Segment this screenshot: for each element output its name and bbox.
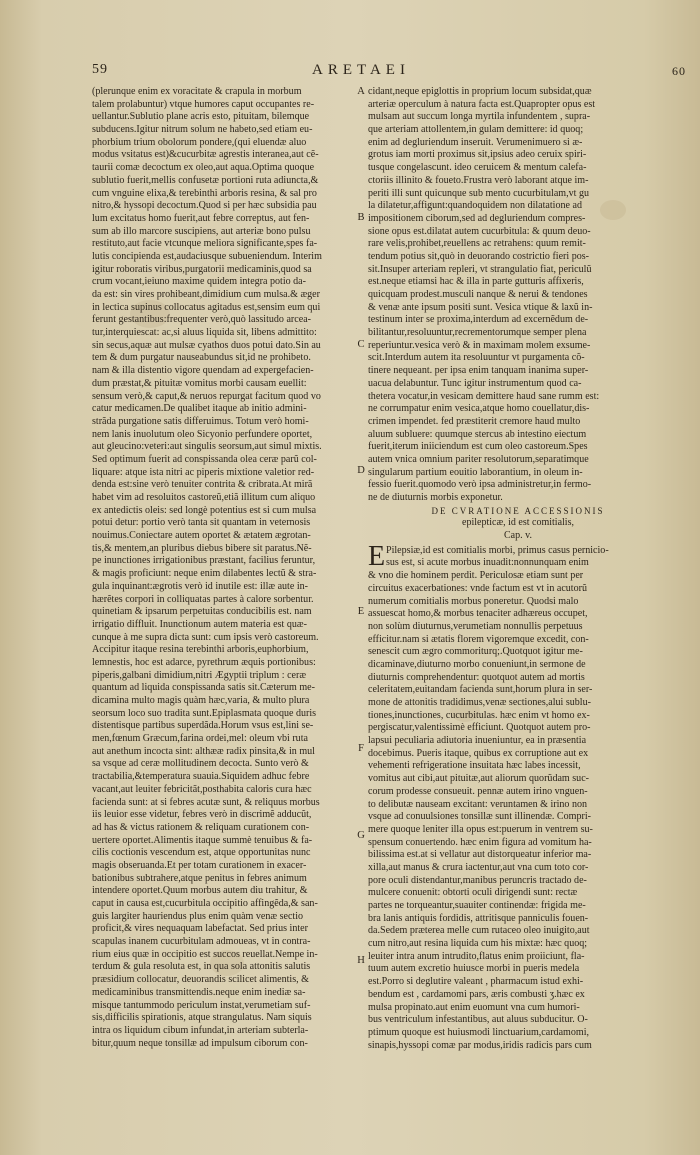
margin-letter: G (357, 830, 365, 841)
right-column (368, 86, 668, 1052)
text-line: proficit,& vires nequaquam labefactat. Sed prius inter (92, 923, 308, 935)
text-line: to delibutæ nauseam excitant: veruntamen & irino non (368, 798, 588, 810)
text-line: thetera vocatur,in vesicam demittere haud sane rumm est: (368, 390, 600, 402)
text-line: tusque congelascunt. ideo ceruicem & mentum calefa- (368, 162, 587, 174)
text-line: nitro,& hyssopi decoctum.Quod si per hæc subsidia pau (92, 200, 317, 212)
text-line: sensum verò,& caput,& neruos repurgat facitum quod vo (92, 390, 321, 402)
text-line: uacua delabuntur. Tunc igitur instrumentum quod ca- (368, 377, 582, 389)
text-line: præsidium collocatur, deuorandis scilicet alimentis, & (92, 974, 309, 986)
margin-letter: C (357, 339, 365, 350)
text-line: singularum partium eouitio laborantium, in oleum in- (368, 466, 583, 478)
text-line: que arteriam attollentem,in gulam demittere: id quoq; (368, 124, 584, 136)
text-line: aut anethum incocta sint: althææ radix pinsita,& in mul (92, 745, 315, 757)
left-column (92, 86, 356, 1050)
text-line: mulsam aut succum longa myrtila infundentem , supra- (368, 111, 591, 123)
text-line: pe inunctiones irrigationibus præstant, facilius feruntur, (92, 555, 316, 567)
text-line: cum vnguine elixa,& terebinthi arboris resina, & sal pro (92, 187, 317, 199)
text-line: caput in causa est,cucurbitula occipitio affingẽda,& san- (92, 898, 318, 909)
text-line: nouimus.Coniectare autem oportet & ætatem ægrotan- (92, 530, 311, 542)
text-line: mulsa propinato.aut enim euomunt vna cum humori- (368, 1001, 580, 1013)
text-line: & vno die hominem perdit. Periculosæ etiam sunt per (368, 570, 584, 582)
text-line: restituto,aut facie vtcunque meliora significante,spes fa- (92, 238, 318, 250)
text-line: reperiuntur.vesica verò & in maximam molem exsume- (368, 339, 591, 351)
text-line: Sed optimum fuerit ad conspissanda olea ceræ parũ col- (92, 453, 317, 465)
text-line: gula inquinant:ægrotis verò id inutile est: illæ aute in- (92, 580, 308, 592)
text-line: bus ventriculum infestantibus, aut aluus subducitur. O- (368, 1014, 588, 1026)
text-line: aut gleucino:veteri:aut singulis seorsum,aut simul mixtis. (92, 441, 322, 453)
text-line: quantum ad liquida conspissanda satis sit.Cæterum me- (92, 682, 315, 694)
text-line: est.Porro si deglutire valeant , pharmacum istud exhi- (368, 976, 584, 988)
text-line: rium eius quæ in occipitio est succos reuellat.Nempe in- (92, 948, 318, 960)
text-line: denda est:sine verò tenuiter contrita & cribrata.At mirã (92, 479, 313, 491)
text-line: intra os liquidum cibum infundat,in arteriam subterla- (92, 1024, 309, 1036)
margin-letter: D (357, 465, 365, 476)
right-column-top-text (368, 86, 668, 505)
text-line: sum ab illo marcore suscipiens, aut arteriæ bono pulsu (92, 225, 311, 237)
chapter-heading-line1: DE CVRATIONE ACCESSIONIS (431, 505, 605, 516)
text-line: numerum comitialis morbus poneretur. Quodsi malo (368, 595, 579, 607)
drop-cap: E (368, 540, 386, 572)
text-line: senescit cum ægro commoriturq;.Quotquot igitur me- (368, 646, 583, 658)
text-line: bilissima est.at si vellatur aut distorqueatur inferior ma- (368, 849, 592, 861)
text-line: sus est, si acute morbus inuadit:nonnunquam enim (386, 557, 589, 569)
text-line: hærẽtes corpori in colliquatas partes à calore sorbentur. (92, 593, 314, 605)
text-line: quinetiam & ipsarum perpetuitas conducibilis est. nam (92, 606, 312, 618)
text-line: sublutio fuerit,mellis confusetæ portioni ruta adiuncta,& (92, 174, 319, 186)
right-column-bottom-text (368, 540, 668, 1053)
text-line: taurii comæ decoctum ex oleo,aut aqua.Optima quoque (92, 162, 315, 174)
text-line: spensum conuertendo. hæc enim figura ad vomitum ha- (368, 836, 592, 848)
text-line: mere quoque leniter illa opus est:puerum in ventrem su- (368, 823, 593, 835)
text-line: pergiscatur,valentissimè efficiunt. Quotquot autem pro- (368, 722, 591, 734)
text-line: sione opus est.dilatat autem cucurbitula: & quum deuo- (368, 225, 591, 237)
text-line: tiones,inunctiones, cucurbitulas. hæc enim vt homo ex- (368, 709, 590, 721)
text-line: intendere oportet.Quum morbus autem diu trahitur, & (92, 885, 308, 897)
text-line: docebimus. Pueris itaque, quibus ex corruptione aut ex (368, 747, 589, 759)
text-line: crum vocant,ieiuno maxime quidem integra potio da- (92, 276, 306, 288)
text-line: habet vim ad resoluitos castoreũ,etiã illitum cum aliquo (92, 492, 316, 503)
text-line: periti illi sunt quicunque sub mento cucurbitulam,vt gu (368, 187, 589, 199)
text-line: sa vsque ad ceræ mollitudinem decocta. Sunto verò & (92, 758, 309, 770)
text-line: enim ad degluriendum inseruit. Verumenimuero si æ- (368, 136, 583, 148)
text-line: lutis concipienda est,audaciusque subueniendum. Interim (92, 250, 322, 262)
text-line: testinum inter se proxima,interdum ad excernẽdum de- (368, 314, 589, 326)
margin-letter: F (358, 743, 364, 754)
text-line: bra lanis antiquis fordidis, attritisque panniculis fouen- (368, 912, 589, 924)
text-line: ferunt gestantibus:frequenter verò,quò lassitudo arcea- (92, 314, 311, 326)
text-line: dicaminave,diuturno morbo conueniunt,in sermone de (368, 658, 586, 670)
text-line: dum præstat,& pituitæ vomitus morbi causam euellit: (92, 377, 307, 389)
text-line: cilis coctionis vescendum est, atque opportunitas nunc (92, 847, 311, 859)
text-line: ad has & victus rationem & reliquam curationem con- (92, 821, 310, 833)
text-line: lapsui peculiaria adiutoria inueniuntur, ea in præsentia (368, 735, 587, 747)
text-line: seorsum loco suo tradita sunt.Epiplasmata quoque duris (92, 707, 317, 719)
text-line: misque tantummodo periculum instat,verumetiam suf- (92, 999, 311, 1011)
text-line: vehementi refrigeratione insuitata hæc labes incessit, (368, 760, 581, 772)
text-line: sinapis,hyssopi comæ par modus,iridis radicis pars cum (368, 1039, 592, 1051)
text-line: est.neque etiamsi hac & illa in parte gutturis affixeris, (368, 276, 584, 288)
text-line: subducens.Igitur nitrum solum ne habeto,sed etiam eu- (92, 124, 313, 136)
left-page-number: 59 (92, 62, 108, 77)
text-line: medicaminibus transmittendis.neque enim inediæ sa- (92, 986, 306, 998)
text-line: catur medicamen.De qualibet itaque ab initio admini- (92, 403, 307, 415)
text-line: uertere oportet.Alimentis itaque summè tenuibus & fa- (92, 834, 313, 846)
text-line: Accipitur itaque resina terebinthi arboris,euphorbium, (92, 644, 309, 656)
text-line: dicamina multo magis quàm hæc,varia, & multo plura (92, 695, 310, 706)
text-line: grotus iam morti proximus sit,ipsius adeo ceruix spiri- (368, 149, 587, 161)
text-line: ctoriis illinito & foueto.Frustra verò laborant atque im- (368, 174, 589, 186)
text-line: Pilepsiæ,id est comitialis morbi, primus casus pernicio- (386, 544, 609, 556)
text-line: lemnestis, hoc est adarce, pyrethrum æquis portionibus: (92, 656, 316, 668)
text-line: & venæ ante ipsum positi sunt. Vesica vtique & laxũ in- (368, 301, 593, 313)
text-line: fessio fuerit.quomodo verò ipsa administretur,in fermo- (368, 479, 592, 491)
text-line: (plerunque enim ex voracitate & crapula in morbum (92, 86, 302, 97)
text-line: tur,interquiescat: ac,si aluus liquida sit, libens admittito: (92, 327, 317, 339)
text-line: crimen impendet. fed præstiterit cremore haud multo (368, 415, 581, 427)
text-line: tractabilia,&temperatura suauia.Siquidem adhuc febre (92, 771, 310, 783)
text-line: cidant,neque epiglottis in proprium locum subsidat,quæ (368, 86, 592, 97)
text-line: ne de diuturnis morbis exponetur. (368, 492, 503, 503)
text-line: aluum subluere: quumque stercus ab intestino eiectum (368, 428, 587, 440)
right-page-number: 60 (672, 64, 686, 78)
text-line: bitur,quum neque tonsillæ ad impulsum ciborum con- (92, 1037, 308, 1049)
text-line: tinere nequeant. per ipsa enim tanquam inanima super- (368, 365, 589, 377)
text-line: pore oculi distendantur,manibus peruncris tractado de- (368, 874, 587, 886)
text-line: facienda sunt: at si febres acutæ sunt, & reliquus morbus (92, 796, 320, 808)
text-line: terdum & gula resoluta est, in qua sola attonitis salutis (92, 961, 311, 973)
text-line: circuitus exacerbationes: vnde factum est vt in acutorũ (368, 582, 587, 594)
text-line: rare velis,prohibet,reuellens ac retrahens: quum remit- (368, 238, 586, 250)
text-line: non solùm diuturnus,verumetiam nonnullis perpetuus (368, 620, 583, 632)
text-line: nam & illa distentio vigore quendam ad expergefacien- (92, 365, 314, 377)
text-line: nem lanis inuolutum oleo Sicyonio perfundere oportet, (92, 428, 313, 440)
text-line: ne corrumpatur enim vesica,atque homo couellatur,dis- (368, 403, 590, 415)
text-line: autem vnica omnium pariter resolutorum,separatimque (368, 453, 589, 465)
chapter-body (368, 540, 668, 1053)
text-line: scit.Interdum autem ita resoluuntur vt purgamenta cõ- (368, 352, 585, 364)
text-line: igitur roboratis viribus,purgatorii medicaminis,quod sa (92, 263, 312, 275)
text-line: distentisque partibus superdãda.Horum vsus est,lini se- (92, 720, 314, 732)
text-line: sit.Insuper arteriam repleri, vt strangulatio fiat, periculũ (368, 263, 592, 275)
text-line: corum prodesse consueuit. pennæ autem irino vnguen- (368, 785, 588, 797)
text-line: mulcere conuenit: obtorti oculi dirigendi sunt: rectæ (368, 887, 578, 899)
text-line: efficitur.nam si ætatis florem vigoremque excedit, con- (368, 633, 589, 645)
text-line: quicquam prodest.musculi nanque & nerui & tendones (368, 289, 588, 300)
text-line: leuiter intra anum intrudito,flatus enim proiiciunt, fla- (368, 950, 585, 962)
text-line: irrigatio diffluit. Inunctionum autem materia est quæ- (92, 618, 307, 630)
text-line: tendum potius sit,quò in deuorando costrictio fieri pos- (368, 250, 589, 262)
text-line: arteriæ operculum à natura facta est.Quapropter opus est (368, 98, 596, 110)
chapter-number: Cap. v. (504, 530, 532, 542)
text-line: sin secus,aquæ aut mulsæ cyathos duos potui dato.Sin au (92, 339, 321, 351)
text-line: sis,difficilis spirationis, atque strangulatus. Nam siquis (92, 1012, 312, 1024)
text-line: potui detur: portio verò tanta sit quantam in veternosis (92, 517, 311, 529)
text-line: tuum autem excretio huiusce morbi in pueris medela (368, 963, 580, 975)
text-line: bendum est , cardamomi pars, æris combusti ʒ.hæc ex (368, 988, 585, 1000)
text-line: men,fœnum Græcum,farina ordei,mel: oleum vbi ruta (92, 733, 308, 745)
text-line: da.Sedem præterea melle cum rutaceo oleo inuigito,aut (368, 925, 590, 937)
text-line: vomitus aut cibi,aut pituitæ,aut aliorum quorũdam suc- (368, 773, 589, 785)
text-line: scapulas inanem cucurbitulam admoueas, vt in contra- (92, 936, 311, 948)
text-line: ex antedictis oleis: sed longè potentius est si cum mulsa (92, 504, 317, 516)
margin-letter: A (357, 86, 365, 97)
text-line: guis largiter hauriendus plus enim quàm venæ sectio (92, 910, 304, 922)
text-line: tem & dum purgatur nauseabundus sit,id ne prohibeto. (92, 352, 311, 364)
text-line: lum excitatus homo fuerit,aut febre correptus, aut fen- (92, 212, 310, 224)
text-line: ptimum quoque est huiusmodi linctuarium,cardamomi, (368, 1026, 589, 1038)
text-line: uellantur.Sublutio plane acris esto, pituitam, bilemque (92, 111, 310, 123)
text-line: & magis proficiunt: neque enim dilabentes lectũ & stra- (92, 568, 317, 580)
text-line: diuturnis comprehendentur: quotquot autem ad mortis (368, 671, 585, 683)
text-line: xilla,aut manus & crura iactentur,aut vna cum toto cor- (368, 861, 589, 873)
text-line: cunque à me supra dicta sunt: cum ipsis verò castoreum. (92, 631, 319, 643)
text-line: iis leuior esse videtur, febres verò in discrimẽ adducũt, (92, 809, 312, 821)
text-line: cum nitro,aut resina liquida cum his mixtæ: hæc quoq; (368, 938, 588, 950)
text-line: magis obseruanda.Et per totam curationem in exacer- (92, 859, 307, 871)
text-line: in lectica supinus collocatus agitadus est,sensim eum qui (92, 301, 321, 313)
text-line: impositionem ciborum,sed ad degluriendum compres- (368, 212, 586, 224)
text-line: mone de attonitis tradidimus,venæ sectiones,alui sublu- (368, 697, 591, 708)
text-line: da est: sin vires prohibeant,dimidium cum mulsa.& æger (92, 289, 320, 300)
text-line: vacant,aut leuiter febricitãt,posthabita caloris cura hæc (92, 783, 312, 795)
margin-letter: H (357, 955, 365, 966)
margin-letter: E (357, 606, 365, 617)
text-line: modus vsitatus est)&cucurbitæ agrestis interanea,aut cẽ- (92, 149, 319, 161)
text-line: bationibus subtrahere,atque penitus in febres animum (92, 872, 307, 884)
text-line: phorbium trium obolorum pondere,(qui eluendæ aluo (92, 136, 307, 148)
text-line: strãda purgatione satis differuimus. Totum verò homi- (92, 415, 309, 427)
text-line: vsque ad conuulsiones tonsillæ sunt illinendæ. Compri- (368, 811, 591, 823)
margin-letter: B (357, 212, 365, 223)
text-line: fuerit,iterum iniiciendum est cum oleo castoreum.Spes (368, 441, 588, 453)
text-line: liquare: atque ista nitri ac piperis mixtione valetior red- (92, 466, 315, 478)
running-title: ARETAEI (312, 62, 410, 78)
chapter-heading-line2: epilepticæ, id est comitialis, (462, 517, 574, 529)
chapter-heading (368, 505, 668, 543)
text-line: la dilatetur,affigunt:quandoquidem non dilatatione ad (368, 200, 582, 212)
text-line: talem prolabuntur) vtque humores caput occupantes re- (92, 98, 315, 110)
text-line: assuescat homo,& morbus tenaciter adhæreus occupet, (368, 608, 588, 620)
text-line: celeritatem,euitandam facienda sunt,horum plura in ser- (368, 684, 593, 696)
text-line: piperis,galbani dimidium,nitri Ægyptii triplum : ceræ (92, 669, 307, 681)
text-line: bilitantur,resoluuntur,recrementorumque semper plena (368, 327, 587, 339)
text-line: partes ne torqueantur,suauiter continendæ: frigida me- (368, 900, 586, 911)
text-line: tis,& mentem,an pluribus diebus bibere sit paratus.Nẽ- (92, 542, 312, 554)
